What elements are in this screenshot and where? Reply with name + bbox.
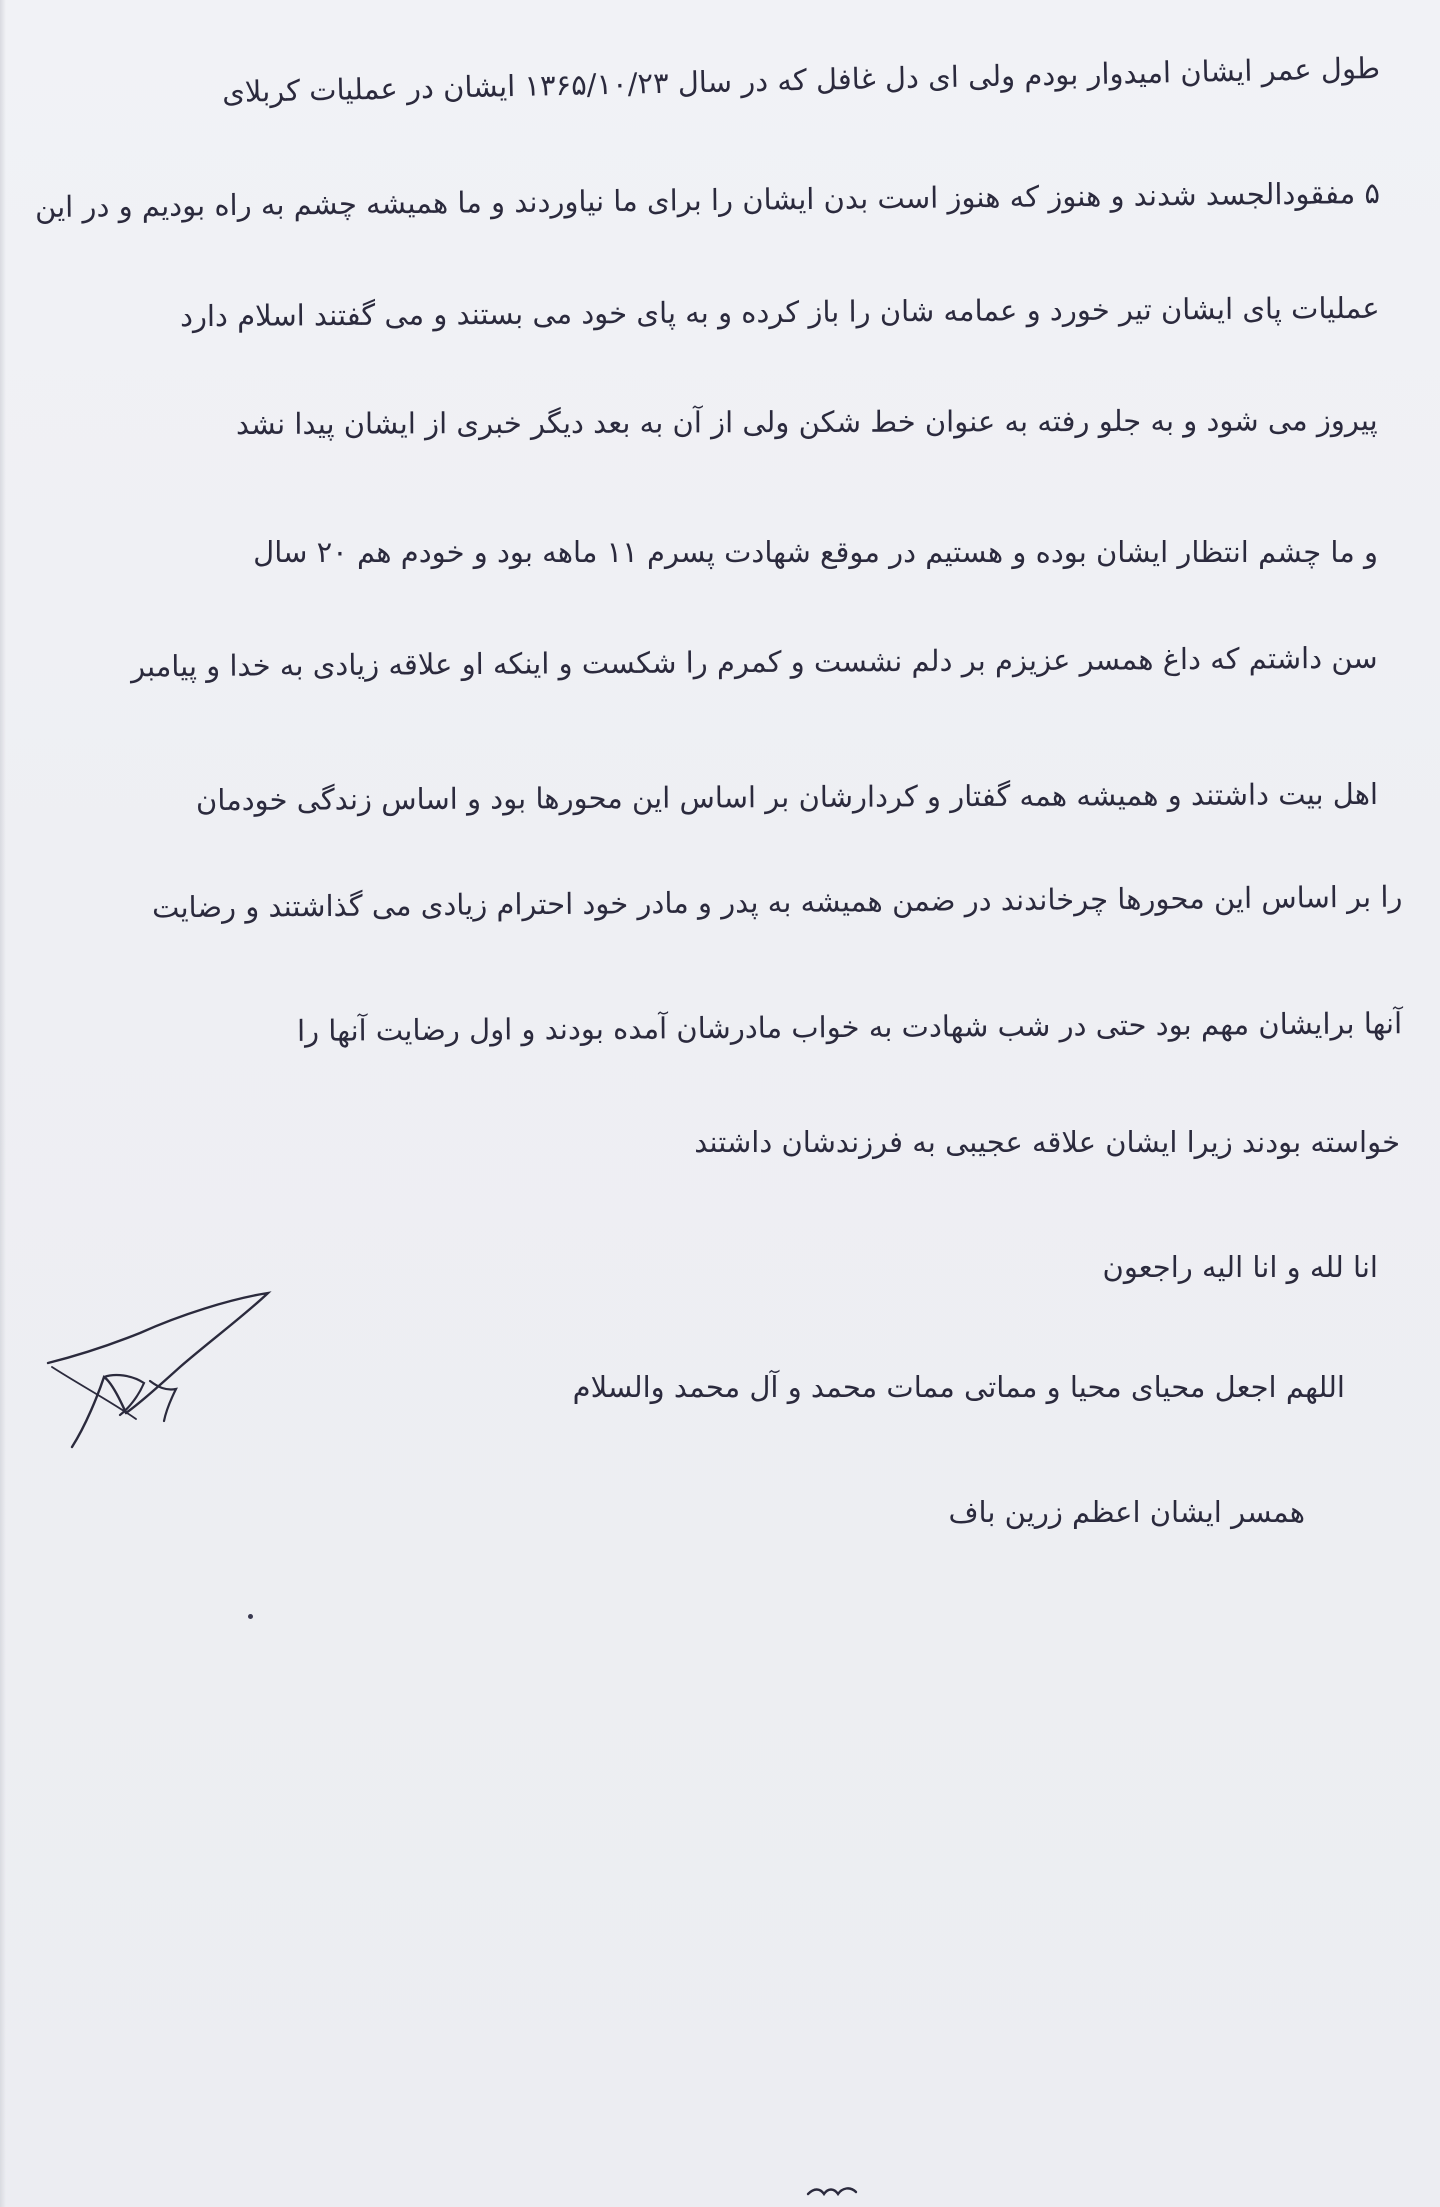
closing-prayer: اللهم اجعل محیای محیا و مماتی ممات محمد و آل محمد والسلام: [572, 1370, 1345, 1404]
letter-line: خواسته بودند زیرا ایشان علاقه عجیبی به فرزندشان داشتند: [694, 1125, 1400, 1159]
page-number-mark-icon: [800, 2174, 880, 2207]
letter-line: آنها برایشان مهم بود حتی در شب شهادت به خواب مادرشان آمده بودند و اول رضایت آنها را: [296, 1006, 1403, 1048]
letter-line: عملیات پای ایشان تیر خورد و عمامه شان را باز کرده و به پای خود می بستند و می گفتند اسلام دارد: [180, 290, 1381, 334]
closing-verse: انا لله و انا الیه راجعون: [1102, 1250, 1378, 1284]
letter-line: پیروز می شود و به جلو رفته به عنوان خط شکن ولی از آن به بعد دیگر خبری از ایشان پیدا نشد: [236, 403, 1379, 441]
letter-line: طول عمر ایشان امیدوار بودم ولی ای دل غافل که در سال ۱۳۶۵/۱۰/۲۳ ایشان در عملیات کربلای: [221, 50, 1381, 110]
ink-speck: [248, 1614, 253, 1619]
sender-signature-text: همسر ایشان اعظم زرین باف: [948, 1495, 1305, 1529]
letter-line: و ما چشم انتظار ایشان بوده و هستیم در موقع شهادت پسرم ۱۱ ماهه بود و خودم هم ۲۰ سال: [253, 535, 1378, 569]
letter-line: سن داشتم که داغ همسر عزیزم بر دلم نشست و کمرم را شکست و اینکه او علاقه زیادی به خدا و پیامبر: [131, 640, 1379, 684]
letter-line: ۵ مفقودالجسد شدند و هنوز که هنوز است بدن ایشان را برای ما نیاوردند و ما همیشه چشم به راه بودیم و در این: [34, 175, 1381, 225]
letter-line: اهل بیت داشتند و همیشه همه گفتار و کردارشان بر اساس این محورها بود و اساس زندگی خودمان: [195, 776, 1379, 818]
handwritten-signature-icon: [40, 1285, 280, 1465]
letter-line: را بر اساس این محورها چرخاندند در ضمن همیشه به پدر و مادر خود احترام زیادی می گذاشتند و رضایت: [151, 879, 1403, 925]
